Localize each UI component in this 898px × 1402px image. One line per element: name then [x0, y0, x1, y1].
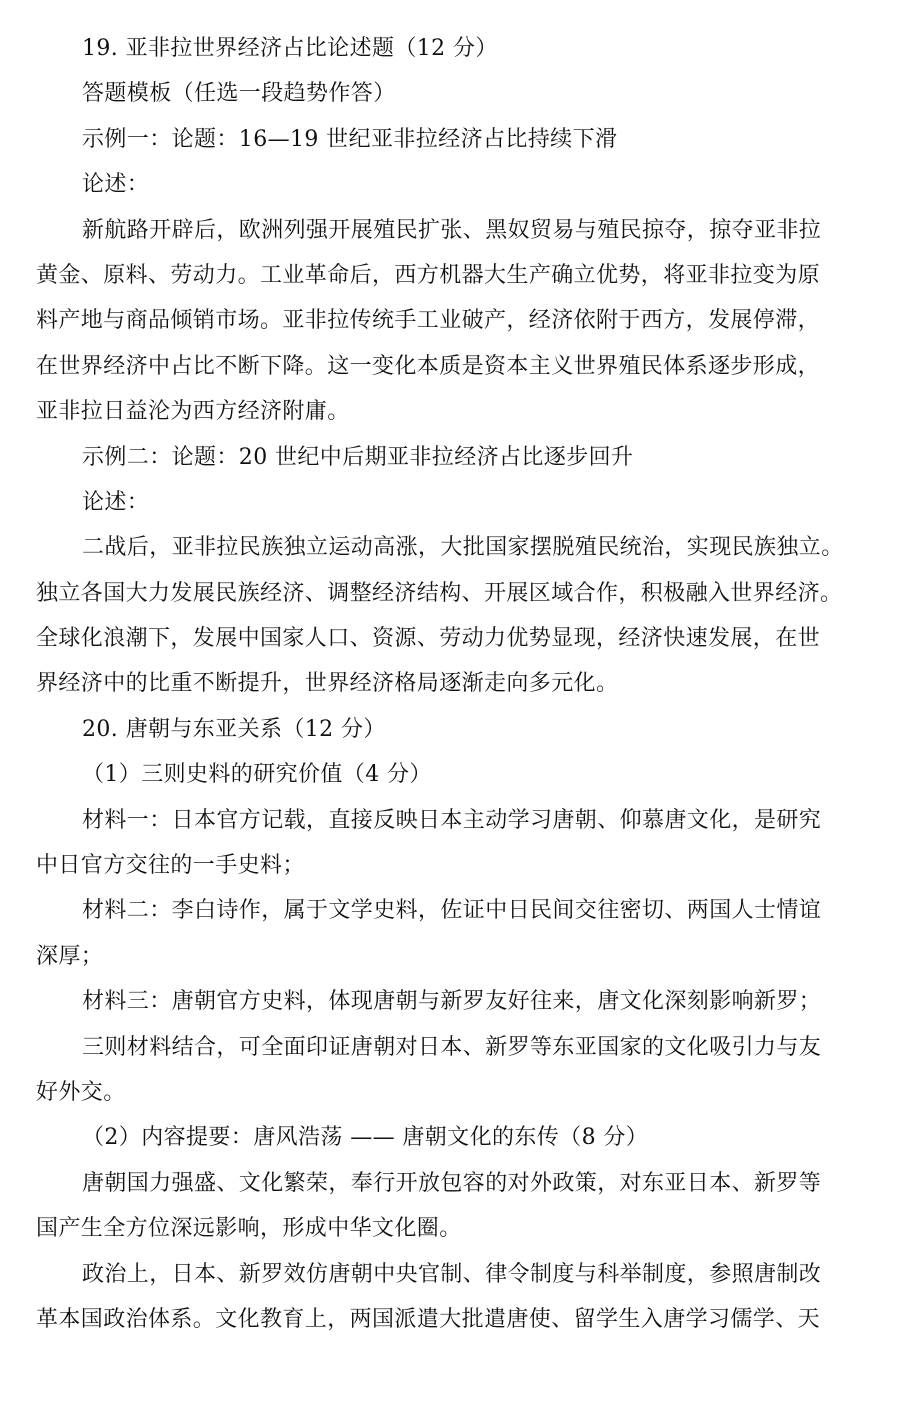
- paragraph-line: 三则材料结合，可全面印证唐朝对日本、新罗等东亚国家的文化吸引力与友: [82, 1034, 822, 1060]
- q20-part1-title: （1）三则史料的研究价值（4 分）: [82, 762, 432, 788]
- paragraph-line: 国产生全方位深远影响，形成中华文化圈。: [36, 1216, 462, 1242]
- paragraph-line: 料产地与商品倾销市场。亚非拉传统手工业破产，经济依附于西方，发展停滞，: [36, 308, 821, 334]
- q19-example1-label: 论述：: [82, 172, 150, 198]
- paragraph-line: 革本国政治体系。文化教育上，两国派遣大批遣唐使、留学生入唐学习儒学、天: [36, 1306, 821, 1332]
- paragraph-line: 材料二：李白诗作，属于文学史料，佐证中日民间交往密切、两国人士情谊: [82, 898, 822, 924]
- q19-example1-thesis: 示例一：论题：16—19 世纪亚非拉经济占比持续下滑: [82, 126, 618, 152]
- paragraph-line: 在世界经济中占比不断下降。这一变化本质是资本主义世界殖民体系逐步形成，: [36, 353, 821, 379]
- paragraph-line: 亚非拉日益沦为西方经济附庸。: [36, 399, 350, 425]
- paragraph-line: 材料三：唐朝官方史料，体现唐朝与新罗友好往来，唐文化深刻影响新罗；: [82, 989, 822, 1015]
- q20-part2-title: （2）内容提要：唐风浩荡 —— 唐朝文化的东传（8 分）: [82, 1125, 649, 1151]
- paragraph-line: 唐朝国力强盛、文化繁荣，奉行开放包容的对外政策，对东亚日本、新罗等: [82, 1170, 822, 1196]
- paragraph-line: 好外交。: [36, 1079, 126, 1105]
- paragraph-line: 界经济中的比重不断提升，世界经济格局逐渐走向多元化。: [36, 671, 619, 697]
- paragraph-line: 黄金、原料、劳动力。工业革命后，西方机器大生产确立优势，将亚非拉变为原: [36, 262, 821, 288]
- paragraph-line: 材料一：日本官方记载，直接反映日本主动学习唐朝、仰慕唐文化，是研究: [82, 807, 822, 833]
- paragraph-line: 新航路开辟后，欧洲列强开展殖民扩张、黑奴贸易与殖民掠夺，掠夺亚非拉: [82, 217, 822, 243]
- q19-template-title: 答题模板（任选一段趋势作答）: [82, 81, 396, 107]
- paragraph-line: 中日官方交往的一手史料；: [36, 853, 305, 879]
- q20-heading: 20. 唐朝与东亚关系（12 分）: [82, 716, 386, 742]
- q19-example2-label: 论述：: [82, 489, 150, 515]
- q19-example2-thesis: 示例二：论题：20 世纪中后期亚非拉经济占比逐步回升: [82, 444, 634, 470]
- paragraph-line: 深厚；: [36, 943, 104, 969]
- paragraph-line: 独立各国大力发展民族经济、调整经济结构、开展区域合作，积极融入世界经济。: [36, 580, 843, 606]
- paragraph-line: 政治上，日本、新罗效仿唐朝中央官制、律令制度与科举制度，参照唐制改: [82, 1261, 822, 1287]
- paragraph-line: 二战后，亚非拉民族独立运动高涨，大批国家摆脱殖民统治，实现民族独立。: [82, 535, 844, 561]
- q19-heading: 19. 亚非拉世界经济占比论述题（12 分）: [82, 36, 498, 61]
- paragraph-line: 全球化浪潮下，发展中国家人口、资源、劳动力优势显现，经济快速发展，在世: [36, 626, 821, 652]
